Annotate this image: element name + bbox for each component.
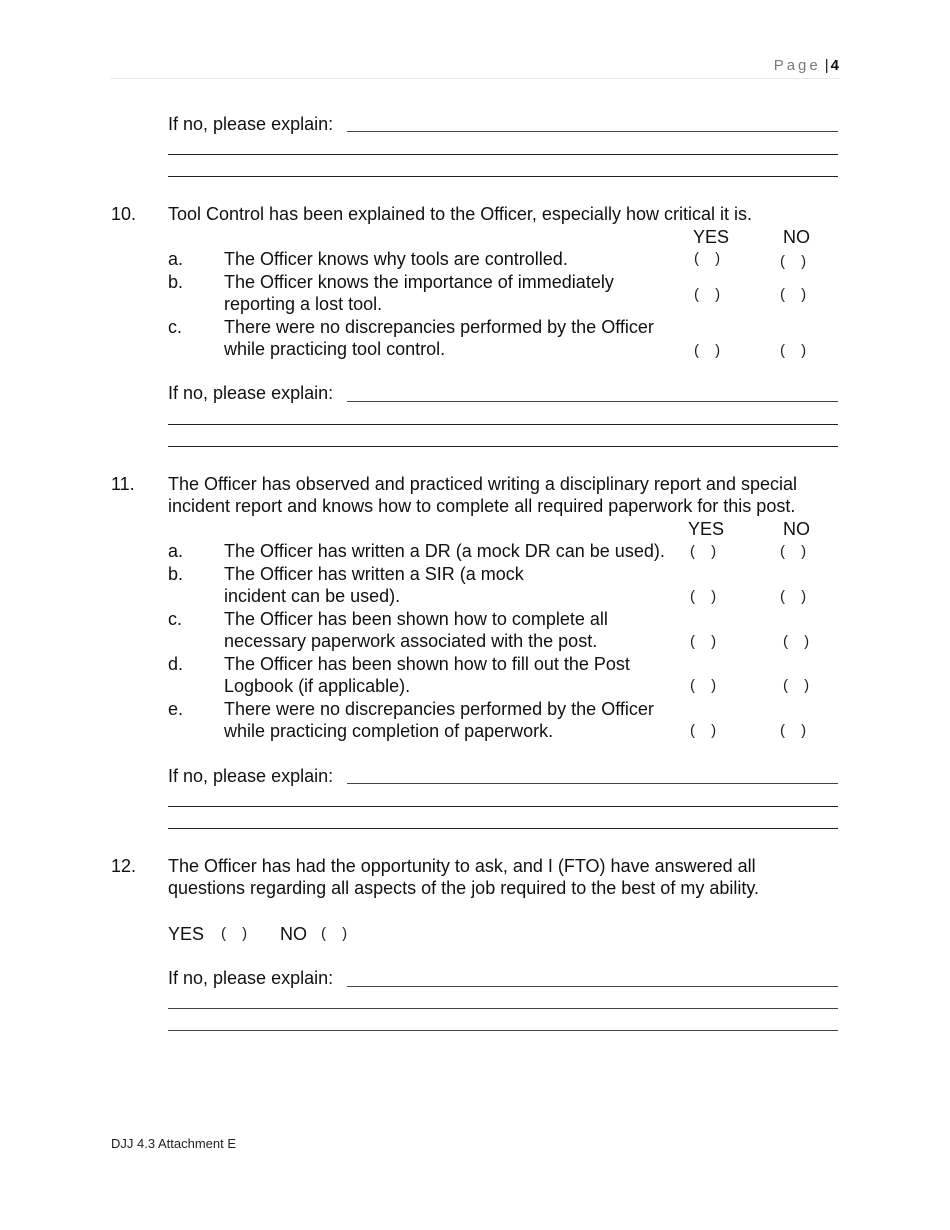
q10-b-text-1: The Officer knows the importance of immediately	[224, 272, 614, 292]
q11-b-letter: b.	[168, 564, 184, 584]
q12-yes-checkbox[interactable]: ( )	[221, 925, 254, 942]
q12-text-1: The Officer has had the opportunity to ask, and I (FTO) have answered all	[168, 856, 756, 876]
explain-line-q9-1[interactable]	[347, 131, 838, 132]
q11-e-no-checkbox[interactable]: ( )	[780, 722, 813, 739]
q11-e-text-1: There were no discrepancies performed by the Officer	[224, 699, 654, 719]
explain-line-q9-3[interactable]	[168, 176, 838, 177]
q11-e-text-2: while practicing completion of paperwork.	[224, 721, 554, 741]
q10-number: 10.	[111, 204, 137, 224]
q11-a-no-checkbox[interactable]: ( )	[780, 543, 813, 560]
q10-no-header: NO	[783, 227, 810, 247]
q10-a-letter: a.	[168, 249, 184, 269]
q10-c-text-2: while practicing tool control.	[224, 339, 446, 359]
q10-b-yes-checkbox[interactable]: ( )	[694, 286, 727, 303]
explain-line-q11-3[interactable]	[168, 828, 838, 829]
page-number: 4	[830, 57, 839, 74]
explain-line-q12-3[interactable]	[168, 1030, 838, 1031]
q10-c-letter: c.	[168, 317, 183, 337]
q10-a-yes-checkbox[interactable]: ( )	[694, 250, 727, 267]
footer-text: DJJ 4.3 Attachment E	[111, 1136, 237, 1151]
page-word: Page	[773, 57, 821, 74]
q11-a-text: The Officer has written a DR (a mock DR can be used).	[224, 541, 665, 561]
q11-d-text-1: The Officer has been shown how to fill out the Post	[224, 654, 630, 674]
q10-a-text: The Officer knows why tools are controlled.	[224, 249, 568, 269]
explain-line-q11-2[interactable]	[168, 806, 838, 807]
explain-label-q12: If no, please explain:	[168, 968, 334, 988]
q11-yes-header: YES	[688, 519, 725, 539]
q11-number: 11.	[111, 474, 135, 494]
q12-no-label: NO	[280, 924, 307, 944]
explain-label-q11: If no, please explain:	[168, 766, 334, 786]
q11-c-text-2: necessary paperwork associated with the post.	[224, 631, 598, 651]
q12-no-checkbox[interactable]: ( )	[321, 925, 354, 942]
q11-no-header: NO	[783, 519, 810, 539]
q11-c-letter: c.	[168, 609, 183, 629]
page-header	[774, 57, 839, 74]
q11-d-no-checkbox[interactable]: ( )	[783, 677, 816, 694]
q11-b-no-checkbox[interactable]: ( )	[780, 588, 813, 605]
q12-text-2: questions regarding all aspects of the job required to the best of my ability.	[168, 878, 760, 898]
q11-e-yes-checkbox[interactable]: ( )	[690, 722, 723, 739]
q11-text-1: The Officer has observed and practiced writing a disciplinary report and special	[168, 474, 797, 494]
q11-b-text-2: incident can be used).	[224, 586, 401, 606]
header-divider	[110, 78, 840, 79]
q11-text-2: incident report and knows how to complete all required paperwork for this post.	[168, 496, 796, 516]
q10-a-no-checkbox[interactable]: ( )	[780, 253, 813, 270]
explain-line-q10-1[interactable]	[347, 401, 838, 402]
q11-d-text-2: Logbook (if applicable).	[224, 676, 411, 696]
explain-label-q10: If no, please explain:	[168, 383, 334, 403]
q11-c-yes-checkbox[interactable]: ( )	[690, 633, 723, 650]
q11-a-yes-checkbox[interactable]: ( )	[690, 543, 723, 560]
q11-d-yes-checkbox[interactable]: ( )	[690, 677, 723, 694]
q11-b-text-1: The Officer has written a SIR (a mock	[224, 564, 524, 584]
q10-c-text-1: There were no discrepancies performed by the Officer	[224, 317, 654, 337]
q10-yes-header: YES	[693, 227, 730, 247]
q10-c-no-checkbox[interactable]: ( )	[780, 342, 813, 359]
q11-e-letter: e.	[168, 699, 184, 719]
q11-d-letter: d.	[168, 654, 184, 674]
q11-c-no-checkbox[interactable]: ( )	[783, 633, 816, 650]
q10-b-letter: b.	[168, 272, 184, 292]
explain-line-q11-1[interactable]	[347, 783, 838, 784]
q10-text: Tool Control has been explained to the Officer, especially how critical it is.	[168, 204, 752, 224]
header-separator: |	[824, 57, 829, 74]
explain-line-q10-3[interactable]	[168, 446, 838, 447]
explain-line-q10-2[interactable]	[168, 424, 838, 425]
explain-line-q12-2[interactable]	[168, 1008, 838, 1009]
q10-c-yes-checkbox[interactable]: ( )	[694, 342, 727, 359]
q12-number: 12.	[111, 856, 137, 876]
explain-line-q9-2[interactable]	[168, 154, 838, 155]
q11-a-letter: a.	[168, 541, 184, 561]
q11-c-text-1: The Officer has been shown how to complete all	[224, 609, 608, 629]
explain-label-q9: If no, please explain:	[168, 114, 334, 134]
q10-b-no-checkbox[interactable]: ( )	[780, 286, 813, 303]
q10-b-text-2: reporting a lost tool.	[224, 294, 383, 314]
explain-line-q12-1[interactable]	[347, 986, 838, 987]
q11-b-yes-checkbox[interactable]: ( )	[690, 588, 723, 605]
q12-yes-label: YES	[168, 924, 205, 944]
